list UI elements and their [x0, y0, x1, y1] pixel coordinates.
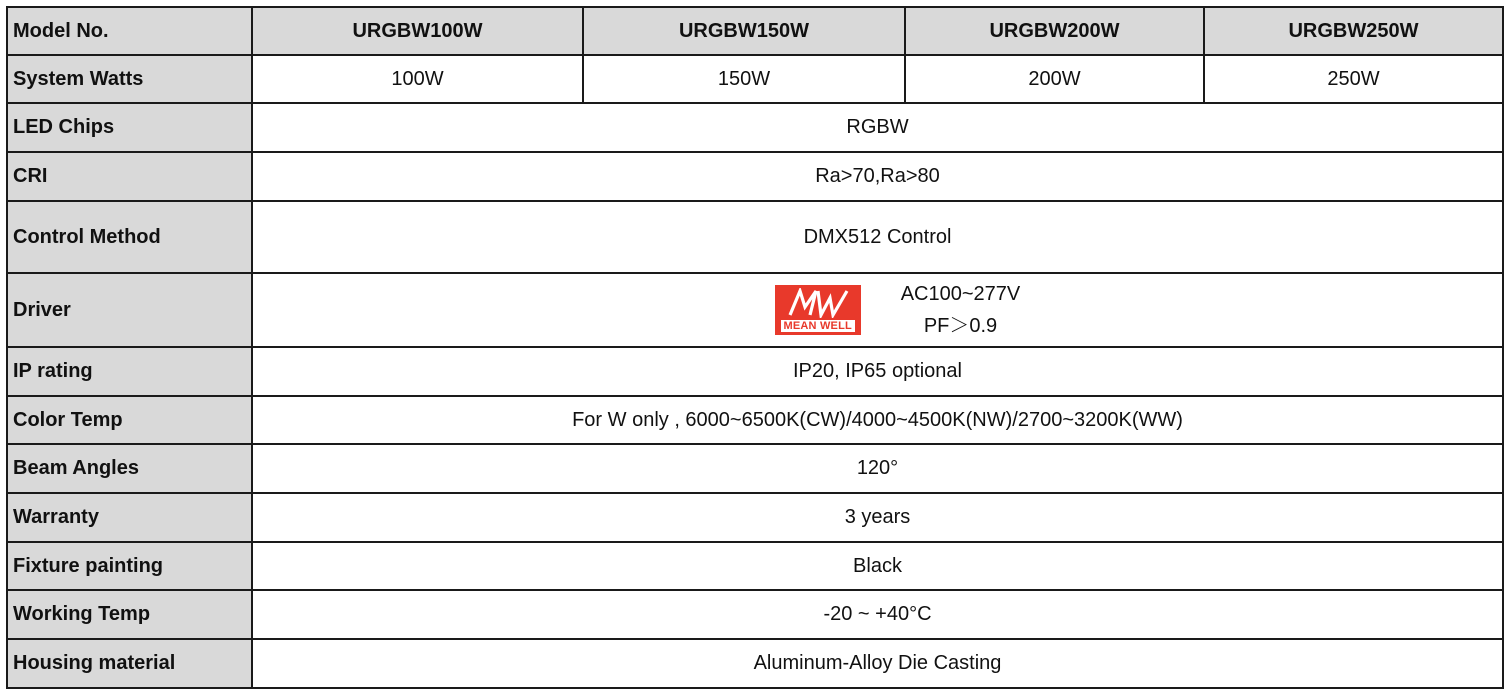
row-cri [7, 152, 1503, 201]
row-housing-material [7, 639, 1503, 688]
watts-150w: 150W [583, 55, 905, 103]
model-urgbw150w: URGBW150W [583, 7, 905, 55]
value-working-temp: -20 ~ +40°C [252, 590, 1503, 639]
label-cri: CRI [7, 152, 252, 201]
label-model-no: Model No. [7, 7, 252, 55]
value-driver [252, 273, 1503, 347]
label-fixture-painting: Fixture painting [7, 542, 252, 590]
value-warranty: 3 years [252, 493, 1503, 542]
value-ip-rating: IP20, IP65 optional [252, 347, 1503, 396]
label-led-chips: LED Chips [7, 103, 252, 152]
model-urgbw200w: URGBW200W [905, 7, 1204, 55]
label-beam-angles: Beam Angles [7, 444, 252, 493]
label-driver: Driver [7, 273, 252, 347]
mean-well-logo-icon [775, 285, 861, 335]
driver-pf: PF＞0.9 [923, 315, 998, 337]
row-fixture-painting [7, 542, 1503, 590]
spec-table [6, 6, 1504, 689]
value-housing-material: Aluminum-Alloy Die Casting [252, 639, 1503, 688]
value-led-chips: RGBW [252, 103, 1503, 152]
watts-250w: 250W [1204, 55, 1503, 103]
label-color-temp: Color Temp [7, 396, 252, 444]
label-warranty: Warranty [7, 493, 252, 542]
label-housing-material: Housing material [7, 639, 252, 688]
row-driver [7, 273, 1503, 347]
row-led-chips [7, 103, 1503, 152]
label-working-temp: Working Temp [7, 590, 252, 639]
value-control-method: DMX512 Control [252, 201, 1503, 273]
label-system-watts: System Watts [7, 55, 252, 103]
row-working-temp [7, 590, 1503, 639]
model-urgbw100w: URGBW100W [252, 7, 583, 55]
row-control-method [7, 201, 1503, 273]
row-beam-angles [7, 444, 1503, 493]
watts-100w: 100W [252, 55, 583, 103]
label-control-method: Control Method [7, 201, 252, 273]
value-fixture-painting: Black [252, 542, 1503, 590]
row-model-no [7, 7, 1503, 55]
row-ip-rating [7, 347, 1503, 396]
watts-200w: 200W [905, 55, 1204, 103]
row-system-watts [7, 55, 1503, 103]
label-ip-rating: IP rating [7, 347, 252, 396]
mean-well-logo-text: MEAN WELL [781, 320, 855, 332]
row-warranty [7, 493, 1503, 542]
model-urgbw250w: URGBW250W [1204, 7, 1503, 55]
value-beam-angles: 120° [252, 444, 1503, 493]
value-cri: Ra>70,Ra>80 [252, 152, 1503, 201]
driver-voltage: AC100~277V [900, 283, 1021, 305]
driver-content [253, 278, 1502, 342]
driver-specs [901, 278, 1021, 342]
value-color-temp: For W only , 6000~6500K(CW)/4000~4500K(NW)/2700~3200K(WW) [252, 396, 1503, 444]
row-color-temp [7, 396, 1503, 444]
mw-letters-icon [785, 288, 851, 318]
